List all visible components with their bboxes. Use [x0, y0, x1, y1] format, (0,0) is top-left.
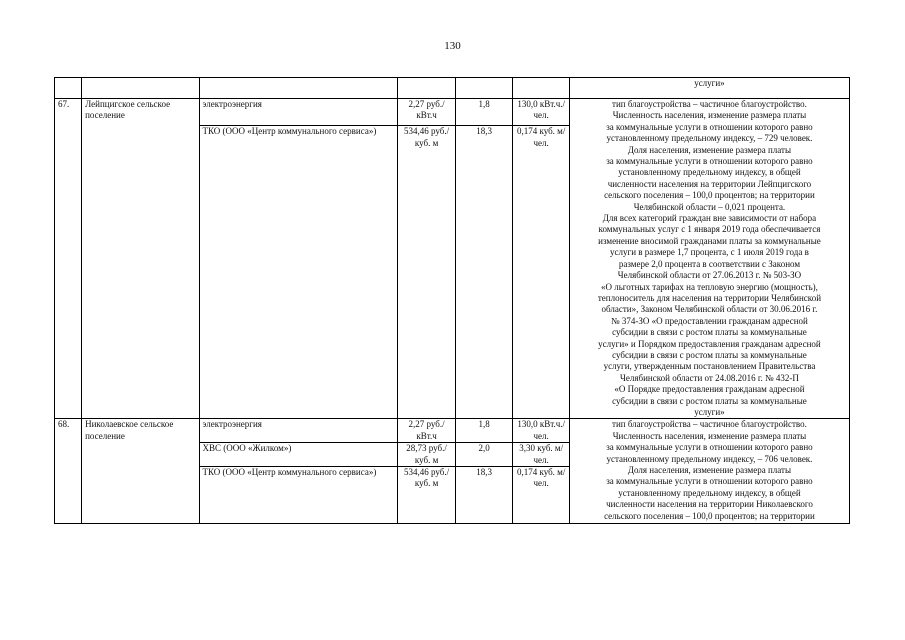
- table-row: [55, 99, 850, 126]
- growth-value: 1,8: [455, 419, 513, 443]
- description-line: «О Порядке предоставления гражданам адресной: [614, 384, 805, 395]
- tariff-value: 2,27 руб./кВт.ч: [398, 419, 456, 443]
- table-row-continuation: [55, 78, 850, 99]
- description-line: Для всех категорий граждан вне зависимости от набора: [602, 213, 817, 224]
- tariff-table: [54, 77, 850, 524]
- norm-value: 3,30 куб. м/чел.: [513, 443, 569, 467]
- growth-value: 18,3: [455, 126, 513, 419]
- cell-empty: [513, 78, 569, 99]
- norm-value: 0,174 куб. м/чел.: [513, 126, 569, 419]
- service-name: электроэнергия: [199, 99, 398, 126]
- description-line: услуги» и Порядком предоставления гражданам адресной: [598, 338, 821, 349]
- description-line: коммунальных услуг с 1 января 2019 года обеспечивается: [598, 224, 821, 235]
- tariff-value: 28,73 руб./куб. м: [398, 443, 456, 467]
- description-line: установленному предельному индексу, – 729 человек.: [606, 133, 813, 144]
- description-line: услуги»: [694, 406, 725, 417]
- row-number: 68.: [55, 419, 82, 524]
- description-line: Численность населения, изменение размера платы: [612, 110, 807, 121]
- tariff-value: 534,46 руб./куб. м: [398, 467, 456, 524]
- cell-empty: [82, 78, 199, 99]
- service-name: ТКО (ООО «Центр коммунального сервиса»): [199, 126, 398, 419]
- description-line: Доля населения, изменение размера платы: [627, 465, 791, 475]
- description-line: № 374-ЗО «О предоставлении гражданам адресной: [611, 315, 808, 326]
- description-line: услуги в размере 1,7 процента, с 1 июля 2019 года в: [610, 247, 809, 258]
- description-line: установленному предельному индексу, – 706 человек.: [606, 453, 813, 464]
- description-line: установленному предельному индексу, в общей: [618, 487, 801, 498]
- description-line: размере 2,0 процента в соответствии с Законом: [618, 258, 801, 269]
- description-block: [569, 99, 849, 419]
- description-line: Челябинской области от 27.06.2013 г. № 503-ЗО: [617, 270, 802, 281]
- description-line: области», Законом Челябинской области от 30.06.2016 г.: [601, 304, 818, 315]
- growth-value: 18,3: [455, 467, 513, 524]
- description-line: установленному предельному индексу, в общей: [618, 167, 801, 178]
- norm-value: 0,174 куб. м/чел.: [513, 467, 569, 524]
- description-line: субсидии в связи с ростом платы за коммунальные: [612, 349, 807, 360]
- cell-empty: [55, 78, 82, 99]
- description-line: изменение вносимой гражданами платы за коммунальные: [598, 235, 821, 246]
- description-line: Челябинской области от 24.08.2016 г. № 432-П: [620, 372, 799, 383]
- cell-empty: [455, 78, 513, 99]
- description-line: за коммунальные услуги в отношении которого равно: [606, 156, 813, 167]
- row-number: 67.: [55, 99, 82, 419]
- description-line: услуги, утвержденным постановлением Правительства: [603, 361, 816, 372]
- page-number: 130: [444, 40, 461, 52]
- norm-value: 130,0 кВт.ч./чел.: [513, 99, 569, 126]
- description-line: «О льготных тарифах на тепловую энергию (мощность),: [600, 281, 818, 292]
- description-line: Численность населения, изменение размера платы: [612, 430, 807, 441]
- description-line: Доля населения, изменение размера платы: [627, 144, 791, 155]
- description-line: субсидии в связи с ростом платы за коммунальные: [612, 327, 807, 338]
- table-row: [55, 419, 850, 443]
- settlement-name: Лейпцигское сельское поселение: [82, 99, 199, 419]
- service-name: электроэнергия: [199, 419, 398, 443]
- description-line: субсидии в связи с ростом платы за коммунальные: [612, 395, 807, 406]
- description-line: теплоноситель для населения на территории Челябинской: [597, 292, 822, 303]
- cell-empty: [199, 78, 398, 99]
- description-line: за коммунальные услуги в отношении которого равно: [606, 476, 813, 487]
- norm-value: 130,0 кВт.ч./чел.: [513, 419, 569, 443]
- description-line: тип благоустройства – частичное благоустройство.: [612, 419, 807, 430]
- description-line: Челябинской области – 0,021 процента.: [633, 201, 786, 212]
- tariff-value: 2,27 руб./кВт.ч: [398, 99, 456, 126]
- service-name: ХВС (ООО «Жилком»): [199, 443, 398, 467]
- description-line: сельского поселения – 100,0 процентов; на территории: [604, 510, 815, 521]
- description-line: за коммунальные услуги в отношении которого равно: [606, 442, 813, 453]
- growth-value: 1,8: [455, 99, 513, 126]
- tariff-value: 534,46 руб./куб. м: [398, 126, 456, 419]
- description-line: тип благоустройства – частичное благоустройство.: [612, 99, 807, 109]
- description-block: [569, 419, 849, 524]
- cell-empty: [398, 78, 456, 99]
- settlement-name: Николаевское сельское поселение: [82, 419, 199, 524]
- description-line: за коммунальные услуги в отношении которого равно: [606, 121, 813, 132]
- description-line: численности населения на территории Николаевского: [606, 499, 813, 510]
- growth-value: 2,0: [455, 443, 513, 467]
- description-line: численности населения на территории Лейпцигского: [607, 178, 812, 189]
- service-name: ТКО (ООО «Центр коммунального сервиса»): [199, 467, 398, 524]
- description-line: сельского поселения – 100,0 процентов; на территории: [604, 190, 815, 201]
- description-tail: услуги»: [569, 78, 849, 99]
